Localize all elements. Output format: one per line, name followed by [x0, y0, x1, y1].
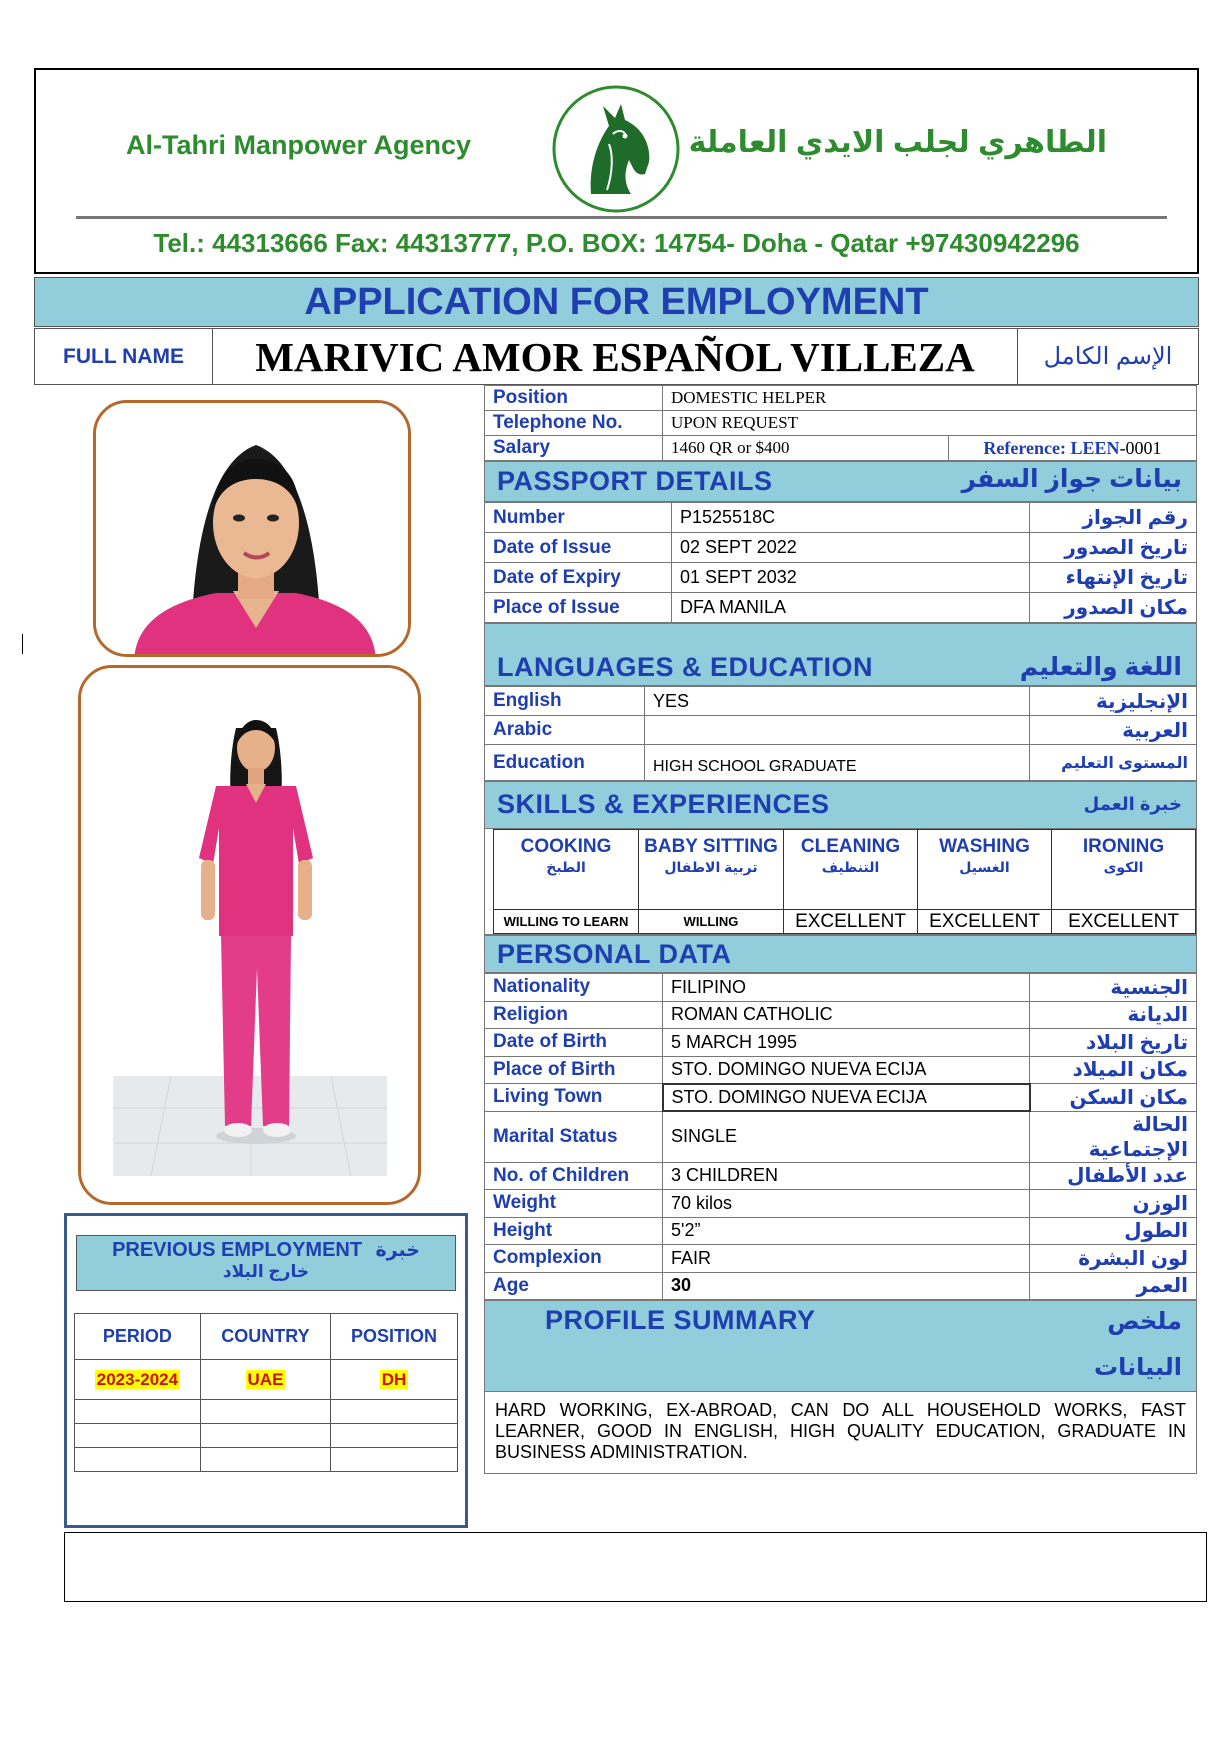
skill-washing-label: WASHING: [939, 836, 1030, 857]
table-row: [485, 1190, 1197, 1218]
skills-wrapper: [484, 829, 1197, 935]
issue-place-label-ar: مكان الصدور: [1030, 593, 1197, 623]
previous-employment-title: [76, 1235, 456, 1291]
table-row: [75, 1424, 458, 1448]
profile-summary-text: HARD WORKING, EX-ABROAD, CAN DO ALL HOUSEHOLD WORKS, FAST LEARNER, GOOD IN ENGLISH, HIGH QUALITY EDUCATION, GRADUATE IN BUSINESS ADMINISTRATION.: [484, 1392, 1197, 1474]
country-value: UAE: [247, 1369, 284, 1389]
table-row: [485, 974, 1197, 1002]
complexion-value: FAIR: [663, 1245, 1030, 1273]
skill-cleaning-label: CLEANING: [800, 836, 901, 857]
english-label: English: [485, 687, 645, 716]
weight-label-ar: الوزن: [1030, 1190, 1197, 1218]
birth-date-label: Date of Birth: [485, 1029, 663, 1057]
skill-ironing-label: IRONING: [1082, 836, 1165, 857]
skills-title: SKILLS & EXPERIENCES: [497, 789, 830, 819]
previous-employment-title-ar2: خارج البلاد: [222, 1262, 310, 1281]
previous-employment-title-ar1: خبرة: [375, 1240, 420, 1261]
full-name-value: MARIVIC AMOR ESPAÑOL VILLEZA: [213, 329, 1018, 384]
agency-name-en: Al-Tahri Manpower Agency: [126, 130, 472, 160]
birth-date-value: 5 MARCH 1995: [663, 1029, 1030, 1057]
birth-place-value: STO. DOMINGO NUEVA ECIJA: [663, 1056, 1030, 1084]
full-name-label-ar: الإسم الكامل: [1043, 343, 1173, 370]
passport-number-label-ar: رقم الجواز: [1030, 503, 1197, 533]
passport-title-ar: بيانات جواز السفر: [961, 465, 1182, 493]
complexion-label: Complexion: [485, 1245, 663, 1273]
table-row: [485, 1272, 1197, 1300]
reference-label: Reference:: [983, 437, 1067, 458]
full-name-label: FULL NAME: [35, 329, 213, 384]
page-title: APPLICATION FOR EMPLOYMENT: [34, 277, 1199, 327]
previous-employment-title-en: PREVIOUS EMPLOYMENT: [112, 1239, 363, 1261]
passport-number-label: Number: [485, 503, 672, 533]
table-row: [485, 1001, 1197, 1029]
nationality-value: FILIPINO: [663, 974, 1030, 1002]
issue-place-label: Place of Issue: [485, 593, 672, 623]
table-row: [485, 716, 1197, 745]
religion-value: ROMAN CATHOLIC: [663, 1001, 1030, 1029]
birth-date-label-ar: تاريخ البلاد: [1030, 1029, 1197, 1057]
country-header: COUNTRY: [200, 1314, 330, 1360]
nationality-label: Nationality: [485, 974, 663, 1002]
table-row: [485, 1111, 1197, 1162]
horse-head-logo-icon: [551, 84, 681, 214]
footer-box: [64, 1532, 1207, 1602]
text-cursor: [22, 634, 23, 654]
headshot-photo: [93, 400, 411, 657]
profile-title: PROFILE SUMMARY: [545, 1305, 816, 1335]
position-value: DH: [381, 1369, 407, 1389]
table-row: [485, 1029, 1197, 1057]
age-label-ar: العمر: [1030, 1272, 1197, 1300]
living-town-value: STO. DOMINGO NUEVA ECIJA: [663, 1084, 1030, 1112]
skill-baby-sitting-label: BABY SITTING: [644, 836, 778, 857]
previous-employment-panel: [64, 1213, 468, 1528]
skill-washing: [918, 830, 1052, 910]
period-value: 2023-2024: [96, 1369, 179, 1389]
living-town-label: Living Town: [485, 1084, 663, 1112]
skill-cooking-value: WILLING TO LEARN: [494, 910, 639, 934]
personal-section-header: [484, 935, 1197, 973]
agency-name-ar: الطاهري لجلب الايدي العاملة: [688, 126, 1107, 159]
table-row: [75, 1448, 458, 1472]
passport-section-header: [484, 461, 1197, 502]
birth-place-label-ar: مكان الميلاد: [1030, 1056, 1197, 1084]
marital-status-label: Marital Status: [485, 1111, 663, 1162]
age-value: 30: [663, 1272, 1030, 1300]
passport-number-value: P1525518C: [672, 503, 1030, 533]
reference-cell: [949, 436, 1197, 461]
skill-ironing-label-ar: الكوى: [1103, 859, 1144, 875]
languages-table: [484, 686, 1197, 781]
religion-label: Religion: [485, 1001, 663, 1029]
telephone-value: UPON REQUEST: [663, 411, 1197, 436]
children-label: No. of Children: [485, 1162, 663, 1190]
children-value: 3 CHILDREN: [663, 1162, 1030, 1190]
expiry-date-label: Date of Expiry: [485, 563, 672, 593]
position-header: POSITION: [331, 1314, 458, 1360]
agency-header: [34, 68, 1199, 274]
arabic-value: [645, 716, 1030, 745]
skill-cooking-label: COOKING: [520, 836, 612, 857]
skill-cleaning-value: EXCELLENT: [784, 910, 918, 934]
marital-status-label-ar: الحالة الإجتماعية: [1030, 1111, 1197, 1162]
details-column: [484, 385, 1197, 1474]
skill-washing-value: EXCELLENT: [918, 910, 1052, 934]
table-row: [485, 1162, 1197, 1190]
skill-baby-sitting-value: WILLING: [639, 910, 784, 934]
english-value: YES: [645, 687, 1030, 716]
previous-employment-table: [74, 1313, 458, 1472]
headshot-illustration: [96, 403, 411, 657]
weight-value: 70 kilos: [663, 1190, 1030, 1218]
reference-code: LEEN: [1070, 437, 1120, 458]
position-value: DOMESTIC HELPER: [663, 386, 1197, 411]
skill-cleaning-label-ar: التنظيف: [821, 859, 880, 875]
reference-number: -0001: [1119, 437, 1162, 458]
profile-title-ar2: البيانات: [1094, 1354, 1182, 1381]
issue-date-label: Date of Issue: [485, 533, 672, 563]
children-label-ar: عدد الأطفال: [1030, 1162, 1197, 1190]
skills-title-ar: خبرة العمل: [1083, 794, 1182, 814]
personal-table: [484, 973, 1197, 1300]
skill-cooking: [494, 830, 639, 910]
telephone-label: Telephone No.: [485, 411, 663, 436]
skill-baby-sitting-label-ar: تربية الاطفال: [664, 859, 758, 875]
expiry-date-value: 01 SEPT 2032: [672, 563, 1030, 593]
education-value: HIGH SCHOOL GRADUATE: [645, 745, 1030, 781]
table-row: [75, 1400, 458, 1424]
full-body-illustration: [81, 668, 421, 1205]
birth-place-label: Place of Birth: [485, 1056, 663, 1084]
weight-label: Weight: [485, 1190, 663, 1218]
expiry-date-label-ar: تاريخ الإنتهاء: [1030, 563, 1197, 593]
table-row: [485, 503, 1197, 533]
header-divider: [76, 216, 1167, 219]
issue-place-value: DFA MANILA: [672, 593, 1030, 623]
marital-status-value: SINGLE: [663, 1111, 1030, 1162]
complexion-label-ar: لون البشرة: [1030, 1245, 1197, 1273]
job-info-table: [484, 385, 1197, 461]
table-row: [75, 1360, 458, 1400]
profile-title-ar1: ملخص: [1107, 1308, 1182, 1335]
skill-ironing: [1052, 830, 1196, 910]
table-row: [485, 533, 1197, 563]
passport-table: [484, 502, 1197, 623]
education-label: Education: [485, 745, 645, 781]
english-label-ar: الإنجليزية: [1030, 687, 1197, 716]
issue-date-value: 02 SEPT 2022: [672, 533, 1030, 563]
table-row: [485, 687, 1197, 716]
position-label: Position: [485, 386, 663, 411]
table-row: [485, 563, 1197, 593]
skills-section-header: [484, 781, 1197, 829]
age-label: Age: [485, 1272, 663, 1300]
issue-date-label-ar: تاريخ الصدور: [1030, 533, 1197, 563]
agency-contact: Tel.: 44313666 Fax: 44313777, P.O. BOX: 14754- Doha - Qatar +97430942296: [153, 228, 1080, 258]
skill-washing-label-ar: الغسيل: [959, 859, 1010, 875]
education-label-ar: المستوى التعليم: [1030, 745, 1197, 781]
languages-section-header: [484, 623, 1197, 686]
table-row: [485, 1217, 1197, 1245]
arabic-label: Arabic: [485, 716, 645, 745]
nationality-label-ar: الجنسية: [1030, 974, 1197, 1002]
living-town-label-ar: مكان السكن: [1030, 1084, 1197, 1112]
passport-title: PASSPORT DETAILS: [497, 466, 773, 496]
table-row: [485, 1245, 1197, 1273]
salary-label: Salary: [485, 436, 663, 461]
profile-section-header: [484, 1300, 1197, 1392]
skills-table: [493, 829, 1196, 934]
skill-cleaning: [784, 830, 918, 910]
table-row: [485, 593, 1197, 623]
skill-cooking-label-ar: الطبخ: [546, 859, 586, 875]
height-value: 5'2”: [663, 1217, 1030, 1245]
table-row: [485, 1056, 1197, 1084]
salary-value: 1460 QR or $400: [663, 436, 949, 461]
religion-label-ar: الديانة: [1030, 1001, 1197, 1029]
arabic-label-ar: العربية: [1030, 716, 1197, 745]
skill-ironing-value: EXCELLENT: [1052, 910, 1196, 934]
full-name-row: [34, 328, 1199, 385]
skill-baby-sitting: [639, 830, 784, 910]
table-row: [485, 745, 1197, 781]
languages-title: LANGUAGES & EDUCATION: [497, 652, 874, 682]
languages-title-ar: اللغة والتعليم: [1019, 653, 1182, 681]
period-header: PERIOD: [75, 1314, 201, 1360]
height-label: Height: [485, 1217, 663, 1245]
personal-title: PERSONAL DATA: [497, 939, 732, 969]
full-body-photo: [78, 665, 421, 1205]
table-row: [485, 1084, 1197, 1112]
height-label-ar: الطول: [1030, 1217, 1197, 1245]
